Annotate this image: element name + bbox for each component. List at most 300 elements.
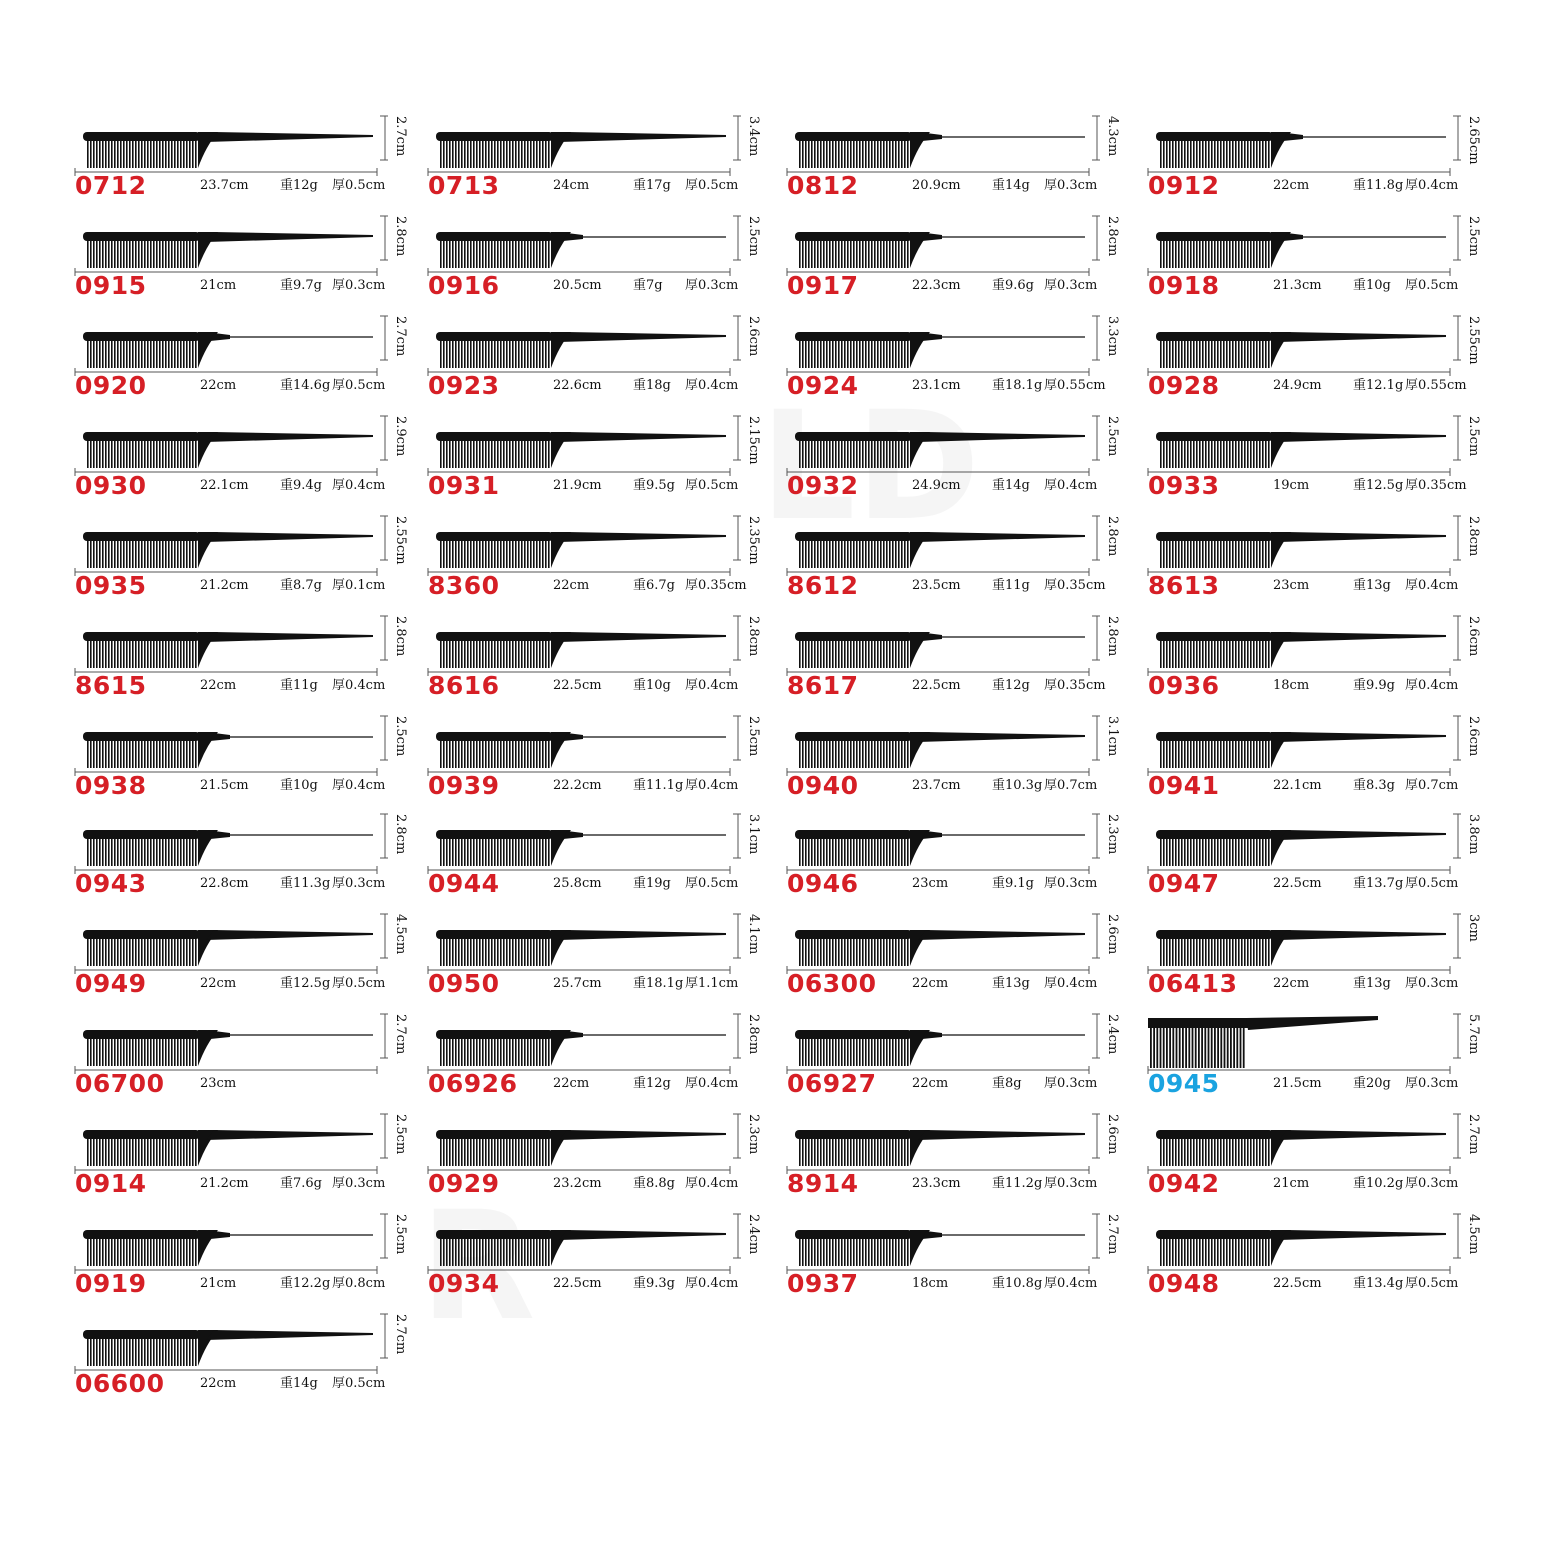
comb-item <box>428 612 788 712</box>
model-code: 0914 <box>75 1169 147 1198</box>
comb-thickness: 厚0.3cm <box>1044 278 1098 293</box>
model-code: 0933 <box>1148 471 1220 500</box>
comb-tail <box>559 332 726 342</box>
comb-length: 22.3cm <box>912 278 961 293</box>
comb-item <box>787 412 1147 512</box>
comb-tail <box>206 930 373 940</box>
comb-weight: 重18.1g <box>992 378 1043 393</box>
comb-weight: 重10.2g <box>1353 1176 1404 1191</box>
comb-length: 21.5cm <box>200 778 249 793</box>
comb-height: 2.8cm <box>1105 616 1120 657</box>
comb-length: 22.5cm <box>912 678 961 693</box>
comb-thickness: 厚0.55cm <box>1044 378 1106 393</box>
comb-item <box>1148 1010 1508 1110</box>
comb-length: 23.7cm <box>200 178 249 193</box>
comb-length: 22.6cm <box>553 378 602 393</box>
comb-weight: 重18.1g <box>633 976 684 991</box>
comb-length: 21cm <box>200 278 237 293</box>
model-code: 0712 <box>75 171 147 200</box>
comb-teeth <box>87 1038 197 1066</box>
comb-thickness: 厚0.4cm <box>1044 1276 1098 1291</box>
comb-spine <box>83 1030 200 1039</box>
comb-spine <box>83 1230 200 1239</box>
comb-spine <box>1156 232 1273 241</box>
comb-thickness: 厚0.4cm <box>1405 578 1459 593</box>
comb-teeth <box>1160 938 1270 966</box>
comb-tail <box>559 432 726 442</box>
comb-spine <box>795 532 912 541</box>
comb-height: 2.15cm <box>746 416 761 465</box>
model-code: 8612 <box>787 571 859 600</box>
comb-item <box>428 312 788 412</box>
comb-spine <box>795 830 912 839</box>
comb-height: 2.5cm <box>746 716 761 757</box>
comb-teeth <box>440 240 550 268</box>
comb-spine <box>436 432 553 441</box>
comb-weight: 重11.3g <box>280 876 331 891</box>
comb-spine <box>795 1030 912 1039</box>
comb-height: 2.8cm <box>1466 516 1481 557</box>
model-code: 0929 <box>428 1169 500 1198</box>
comb-spine <box>83 930 200 939</box>
comb-weight: 重9.9g <box>1353 678 1395 693</box>
model-code: 0948 <box>1148 1269 1220 1298</box>
comb-thickness: 厚0.4cm <box>1044 976 1098 991</box>
comb-length: 22.5cm <box>1273 1276 1322 1291</box>
comb-height: 2.35cm <box>746 516 761 565</box>
comb-teeth <box>440 938 550 966</box>
comb-length: 22cm <box>1273 976 1310 991</box>
comb-spine <box>436 632 553 641</box>
model-code: 0944 <box>428 869 500 898</box>
comb-teeth <box>799 1038 909 1066</box>
comb-teeth <box>799 240 909 268</box>
comb-height: 3.1cm <box>746 814 761 855</box>
comb-height: 2.7cm <box>393 1314 408 1355</box>
comb-item <box>787 312 1147 412</box>
comb-length: 22.5cm <box>553 1276 602 1291</box>
comb-spine <box>83 1330 200 1339</box>
model-code: 0928 <box>1148 371 1220 400</box>
model-code: 0942 <box>1148 1169 1220 1198</box>
comb-spine <box>83 232 200 241</box>
model-code: 0923 <box>428 371 500 400</box>
comb-weight: 重13.7g <box>1353 876 1404 891</box>
model-code: 06927 <box>787 1069 877 1098</box>
comb-thickness: 厚0.8cm <box>332 1276 386 1291</box>
comb-spine <box>436 132 553 141</box>
comb-item <box>787 212 1147 312</box>
comb-height: 2.5cm <box>1466 416 1481 457</box>
comb-spine <box>436 732 553 741</box>
comb-height: 2.7cm <box>393 316 408 357</box>
comb-teeth <box>1160 140 1270 168</box>
comb-thickness: 厚0.4cm <box>685 1276 739 1291</box>
comb-tail <box>559 930 726 940</box>
comb-length: 21cm <box>1273 1176 1310 1191</box>
comb-weight: 重7g <box>633 278 663 293</box>
comb-height: 2.8cm <box>1105 216 1120 257</box>
comb-height: 2.5cm <box>1105 416 1120 457</box>
comb-length: 20.5cm <box>553 278 602 293</box>
comb-tail <box>206 1330 373 1340</box>
comb-height: 2.6cm <box>1105 914 1120 955</box>
comb-length: 22.1cm <box>200 478 249 493</box>
model-code: 0932 <box>787 471 859 500</box>
comb-thickness: 厚0.5cm <box>332 976 386 991</box>
comb-item <box>1148 412 1508 512</box>
comb-teeth <box>87 440 197 468</box>
comb-teeth <box>1160 740 1270 768</box>
comb-spine <box>1156 732 1273 741</box>
model-code: 0945 <box>1148 1069 1220 1098</box>
comb-tail <box>918 1130 1085 1140</box>
comb-item <box>428 112 788 212</box>
comb-thickness: 厚0.3cm <box>332 1176 386 1191</box>
comb-height: 2.8cm <box>393 814 408 855</box>
comb-length: 25.7cm <box>553 976 602 991</box>
comb-length: 23cm <box>912 876 949 891</box>
comb-weight: 重11g <box>992 578 1030 593</box>
comb-item <box>75 112 435 212</box>
comb-height: 4.5cm <box>393 914 408 955</box>
comb-teeth <box>87 340 197 368</box>
comb-spine <box>436 1030 553 1039</box>
comb-spine <box>1156 1230 1273 1239</box>
comb-thickness: 厚0.5cm <box>685 178 739 193</box>
comb-spine <box>1156 532 1273 541</box>
comb-teeth <box>1160 540 1270 568</box>
comb-teeth <box>1160 1138 1270 1166</box>
comb-teeth <box>87 938 197 966</box>
comb-weight: 重10.3g <box>992 778 1043 793</box>
comb-length: 21cm <box>200 1276 237 1291</box>
comb-thickness: 厚0.3cm <box>332 278 386 293</box>
comb-thickness: 厚0.35cm <box>1044 578 1106 593</box>
model-code: 0912 <box>1148 171 1220 200</box>
comb-weight: 重10g <box>1353 278 1391 293</box>
comb-thickness: 厚0.5cm <box>1405 876 1459 891</box>
comb-weight: 重12.5g <box>280 976 331 991</box>
model-code: 06700 <box>75 1069 165 1098</box>
comb-tail <box>1279 930 1446 940</box>
comb-thickness: 厚0.4cm <box>332 678 386 693</box>
comb-height: 3.3cm <box>1105 316 1120 357</box>
comb-height: 2.8cm <box>1105 516 1120 557</box>
comb-thickness: 厚0.5cm <box>332 378 386 393</box>
comb-tail <box>559 532 726 542</box>
comb-height: 2.7cm <box>393 116 408 157</box>
comb-height: 4.1cm <box>746 914 761 955</box>
comb-tail <box>206 132 373 142</box>
comb-tail <box>1279 532 1446 542</box>
comb-tail <box>918 732 1085 742</box>
comb-length: 21.2cm <box>200 1176 249 1191</box>
comb-height: 2.4cm <box>1105 1014 1120 1055</box>
comb-height: 2.5cm <box>393 716 408 757</box>
comb-thickness: 厚0.1cm <box>332 578 386 593</box>
comb-tail <box>559 1230 726 1240</box>
model-code: 06300 <box>787 969 877 998</box>
comb-item <box>787 1210 1147 1310</box>
comb-thickness: 厚0.5cm <box>1405 278 1459 293</box>
comb-length: 24cm <box>553 178 590 193</box>
comb-item <box>75 910 435 1010</box>
comb-teeth <box>440 540 550 568</box>
comb-height: 4.3cm <box>1105 116 1120 157</box>
comb-spine <box>436 930 553 939</box>
comb-item <box>428 1010 788 1110</box>
comb-length: 18cm <box>912 1276 949 1291</box>
comb-thickness: 厚0.5cm <box>1405 1276 1459 1291</box>
comb-length: 21.5cm <box>1273 1076 1322 1091</box>
comb-tail <box>206 232 373 242</box>
model-code: 0919 <box>75 1269 147 1298</box>
comb-length: 20.9cm <box>912 178 961 193</box>
comb-spine <box>436 830 553 839</box>
comb-thickness: 厚0.5cm <box>685 478 739 493</box>
comb-teeth <box>799 838 909 866</box>
comb-teeth <box>87 1338 197 1366</box>
comb-length: 22cm <box>553 578 590 593</box>
comb-item <box>428 412 788 512</box>
comb-length: 24.9cm <box>1273 378 1322 393</box>
model-code: 8617 <box>787 671 859 700</box>
comb-height: 2.7cm <box>393 1014 408 1055</box>
comb-height: 2.3cm <box>1105 814 1120 855</box>
comb-weight: 重9.1g <box>992 876 1034 891</box>
model-code: 0937 <box>787 1269 859 1298</box>
comb-height: 2.5cm <box>1466 216 1481 257</box>
comb-tail <box>1279 1130 1446 1140</box>
comb-spine <box>436 1230 553 1239</box>
comb-tail <box>1279 632 1446 642</box>
comb-length: 23cm <box>1273 578 1310 593</box>
comb-spine <box>83 632 200 641</box>
comb-spine <box>795 930 912 939</box>
comb-weight: 重14.6g <box>280 378 331 393</box>
comb-teeth <box>440 1038 550 1066</box>
model-code: 0935 <box>75 571 147 600</box>
model-code: 0924 <box>787 371 859 400</box>
comb-spine <box>83 332 200 341</box>
model-code: 0930 <box>75 471 147 500</box>
comb-teeth <box>1160 640 1270 668</box>
comb-item <box>1148 212 1508 312</box>
comb-tail <box>918 930 1085 940</box>
comb-spine <box>1156 132 1273 141</box>
comb-teeth <box>799 540 909 568</box>
comb-teeth <box>799 140 909 168</box>
model-code: 8615 <box>75 671 147 700</box>
comb-thickness: 厚0.3cm <box>1405 976 1459 991</box>
comb-weight: 重11.2g <box>992 1176 1043 1191</box>
comb-weight: 重9.3g <box>633 1276 675 1291</box>
comb-length: 23.3cm <box>912 1176 961 1191</box>
comb-thickness: 厚0.4cm <box>685 378 739 393</box>
comb-spine <box>83 732 200 741</box>
comb-item <box>787 612 1147 712</box>
comb-thickness: 厚0.35cm <box>1405 478 1467 493</box>
comb-height: 2.8cm <box>393 216 408 257</box>
comb-height: 4.5cm <box>1466 1214 1481 1255</box>
comb-teeth <box>799 640 909 668</box>
model-code: 06413 <box>1148 969 1238 998</box>
comb-item <box>1148 910 1508 1010</box>
comb-item <box>75 212 435 312</box>
comb-length: 25.8cm <box>553 876 602 891</box>
comb-item <box>787 810 1147 910</box>
comb-teeth <box>799 440 909 468</box>
comb-tail <box>1279 432 1446 442</box>
comb-length: 19cm <box>1273 478 1310 493</box>
comb-item <box>75 512 435 612</box>
comb-item <box>428 212 788 312</box>
comb-item <box>428 512 788 612</box>
comb-thickness: 厚0.3cm <box>1044 1176 1098 1191</box>
comb-weight: 重13g <box>1353 578 1391 593</box>
comb-teeth <box>799 740 909 768</box>
comb-weight: 重20g <box>1353 1076 1391 1091</box>
comb-length: 21.9cm <box>553 478 602 493</box>
comb-thickness: 厚0.35cm <box>685 578 747 593</box>
comb-spine <box>83 830 200 839</box>
comb-thickness: 厚1.1cm <box>685 976 739 991</box>
comb-length: 22cm <box>912 1076 949 1091</box>
comb-thickness: 厚0.4cm <box>1405 178 1459 193</box>
comb-item <box>1148 1110 1508 1210</box>
comb-tail <box>559 132 726 142</box>
comb-teeth <box>799 938 909 966</box>
comb-length: 22.5cm <box>1273 876 1322 891</box>
comb-height: 2.5cm <box>393 1214 408 1255</box>
comb-tail <box>1279 830 1446 840</box>
comb-spine <box>795 332 912 341</box>
comb-handle <box>1246 1016 1378 1030</box>
comb-thickness: 厚0.7cm <box>1405 778 1459 793</box>
comb-height: 3.1cm <box>1105 716 1120 757</box>
model-code: 0713 <box>428 171 500 200</box>
comb-weight: 重11.8g <box>1353 178 1404 193</box>
comb-spine <box>436 532 553 541</box>
comb-item <box>75 1310 435 1410</box>
comb-length: 21.2cm <box>200 578 249 593</box>
model-code: 06600 <box>75 1369 165 1398</box>
comb-item <box>428 1210 788 1310</box>
comb-height: 2.5cm <box>746 216 761 257</box>
comb-length: 22cm <box>200 976 237 991</box>
comb-spine <box>83 132 200 141</box>
comb-teeth <box>1160 440 1270 468</box>
comb-item <box>787 512 1147 612</box>
comb-height: 3cm <box>1466 914 1481 942</box>
comb-tail <box>559 632 726 642</box>
model-code: 0812 <box>787 171 859 200</box>
comb-thickness: 厚0.7cm <box>1044 778 1098 793</box>
comb-thickness: 厚0.4cm <box>685 678 739 693</box>
comb-height: 2.55cm <box>1466 316 1481 365</box>
comb-spine <box>83 432 200 441</box>
comb-teeth <box>1160 240 1270 268</box>
model-code: 8616 <box>428 671 500 700</box>
comb-length: 22.5cm <box>553 678 602 693</box>
comb-length: 22cm <box>200 678 237 693</box>
comb-length: 22cm <box>200 1376 237 1391</box>
comb-tail <box>206 1130 373 1140</box>
model-code: 0947 <box>1148 869 1220 898</box>
comb-item <box>428 910 788 1010</box>
comb-weight: 重8.3g <box>1353 778 1395 793</box>
comb-item <box>1148 810 1508 910</box>
comb-teeth <box>440 838 550 866</box>
comb-weight: 重8.7g <box>280 578 322 593</box>
model-code: 0917 <box>787 271 859 300</box>
comb-teeth <box>799 1238 909 1266</box>
comb-weight: 重13g <box>1353 976 1391 991</box>
model-code: 0950 <box>428 969 500 998</box>
comb-length: 22cm <box>912 976 949 991</box>
comb-tail <box>1279 732 1446 742</box>
comb-weight: 重18g <box>633 378 671 393</box>
comb-height: 2.7cm <box>1466 1114 1481 1155</box>
comb-weight: 重6.7g <box>633 578 675 593</box>
comb-item <box>75 312 435 412</box>
comb-spine <box>1156 632 1273 641</box>
comb-weight: 重14g <box>280 1376 318 1391</box>
model-code: 0936 <box>1148 671 1220 700</box>
comb-length: 23.1cm <box>912 378 961 393</box>
comb-length: 22cm <box>1273 178 1310 193</box>
comb-thickness: 厚0.35cm <box>1044 678 1106 693</box>
comb-weight: 重13g <box>992 976 1030 991</box>
comb-height: 2.7cm <box>1105 1214 1120 1255</box>
comb-item <box>428 1110 788 1210</box>
comb-thickness: 厚0.3cm <box>332 876 386 891</box>
comb-thickness: 厚0.3cm <box>1405 1076 1459 1091</box>
comb-item <box>1148 1210 1508 1310</box>
comb-length: 23cm <box>200 1076 237 1091</box>
comb-weight: 重11.1g <box>633 778 684 793</box>
comb-teeth <box>440 740 550 768</box>
comb-teeth <box>799 1138 909 1166</box>
comb-weight: 重12g <box>633 1076 671 1091</box>
comb-thickness: 厚0.3cm <box>1044 1076 1098 1091</box>
comb-item <box>75 412 435 512</box>
comb-length: 23.7cm <box>912 778 961 793</box>
comb-item <box>75 810 435 910</box>
comb-weight: 重8g <box>992 1076 1022 1091</box>
comb-spine <box>795 1130 912 1139</box>
comb-item <box>75 1110 435 1210</box>
comb-weight: 重9.7g <box>280 278 322 293</box>
comb-length: 23.5cm <box>912 578 961 593</box>
comb-weight: 重17g <box>633 178 671 193</box>
comb-height: 3.8cm <box>1466 814 1481 855</box>
comb-teeth <box>440 340 550 368</box>
comb-spine <box>1156 830 1273 839</box>
comb-item <box>75 712 435 812</box>
comb-teeth <box>87 640 197 668</box>
comb-item <box>75 1210 435 1310</box>
comb-teeth <box>87 1238 197 1266</box>
model-code: 8360 <box>428 571 500 600</box>
comb-spine <box>1156 1130 1273 1139</box>
comb-height: 2.55cm <box>393 516 408 565</box>
model-code: 0943 <box>75 869 147 898</box>
comb-teeth <box>440 640 550 668</box>
comb-weight: 重8.8g <box>633 1176 675 1191</box>
comb-item <box>1148 512 1508 612</box>
